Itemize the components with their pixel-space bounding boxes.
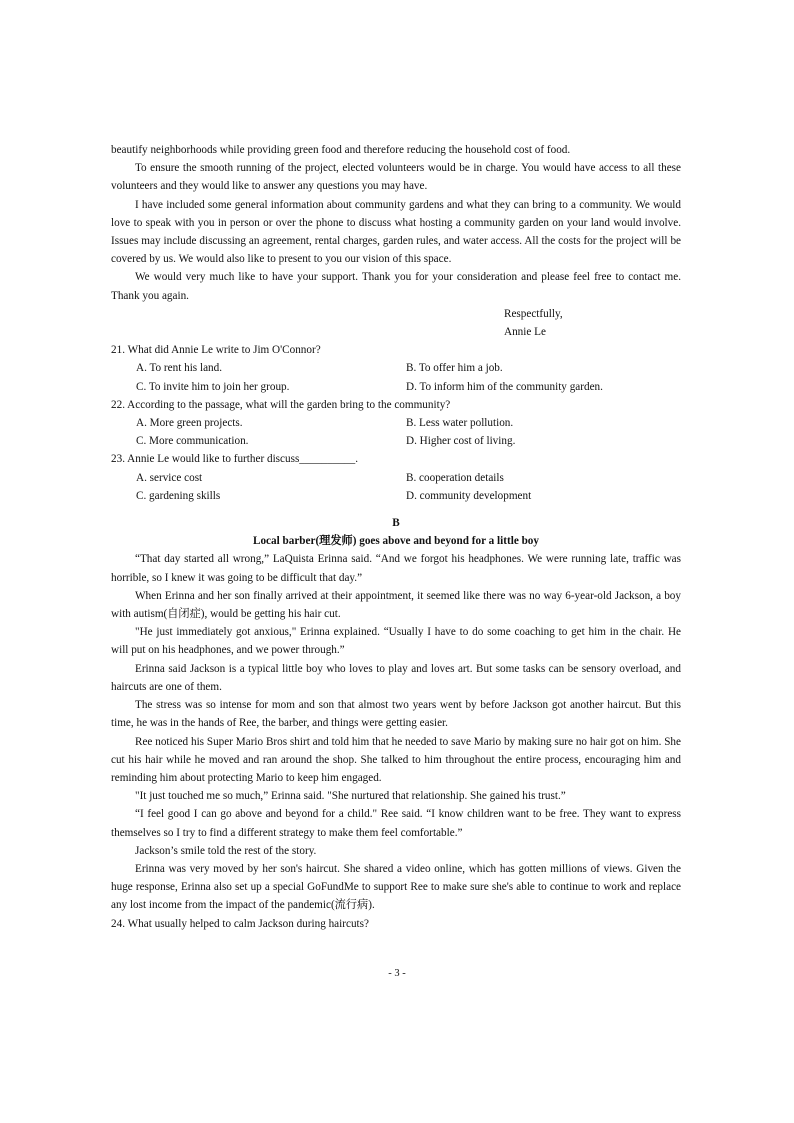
letter-signature: Annie Le	[504, 326, 546, 339]
paragraph: Erinna was very moved by her son's haircut. She shared a video online, which has gotten millions of views. Given the huge response, Erinna also set up a special GoFundMe to support Ree to make sure she's able to continue to work and replace any lost income from the impact of the pandemic(流行病).	[111, 862, 681, 912]
paragraph: beautify neighborhoods while providing green food and therefore reducing the household cost of food.	[111, 144, 571, 156]
option: D. Higher cost of living.	[406, 435, 516, 448]
option: D. To inform him of the community garden.	[406, 380, 603, 393]
question-21	[111, 341, 681, 396]
question-24-stem: 24. What usually helped to calm Jackson during haircuts?	[111, 917, 369, 930]
section-label: B	[392, 517, 400, 530]
paragraph: When Erinna and her son finally arrived at their appointment, it seemed like there was no way 6-year-old Jackson, a boy with autism(自闭症), would be getting his hair cut.	[111, 589, 681, 621]
option: A. service cost	[136, 471, 203, 484]
paragraph: Ree noticed his Super Mario Bros shirt and told him that he needed to save Mario by making sure no hair got on him. She cut his hair while he moved and ran around the shop. She talked to him throughout the entire process, encouraging him and reminding him about protecting Mario to keep him engaged.	[111, 735, 681, 784]
option: B. cooperation details	[406, 471, 504, 484]
question-stem: 23. Annie Le would like to further discuss__________.	[111, 453, 359, 466]
question-23	[111, 450, 681, 505]
question-options	[111, 469, 681, 505]
option: A. More green projects.	[136, 417, 243, 430]
paragraph: To ensure the smooth running of the project, elected volunteers would be in charge. You would have access to all these volunteers and they would like to answer any questions you may have.	[111, 162, 681, 193]
paragraph: The stress was so intense for mom and son that almost two years went by before Jackson got another haircut. But this time, he was in the hands of Ree, the barber, and things were getting easier.	[111, 699, 681, 730]
option: C. More communication.	[136, 435, 249, 448]
option: C. gardening skills	[136, 489, 221, 502]
paragraph: Erinna said Jackson is a typical little boy who loves to play and loves art. But some tasks can be sensory overload, and haircuts are one of them.	[111, 662, 681, 693]
question-stem: 21. What did Annie Le write to Jim O'Connor?	[111, 344, 321, 357]
option: B. Less water pollution.	[406, 417, 514, 430]
paragraph: "It just touched me so much,” Erinna said. "She nurtured that relationship. She gained his trust.”	[135, 790, 566, 803]
paragraph: Jackson’s smile told the rest of the story.	[135, 844, 317, 857]
question-options	[111, 359, 681, 395]
paragraph: We would very much like to have your support. Thank you for your consideration and please feel free to contact me. Thank you again.	[111, 271, 681, 302]
question-options	[111, 414, 681, 450]
paragraph: I have included some general information about community gardens and what they can bring to a community. We would love to speak with you in person or over the phone to discuss what hosting a community garden on your land would involve. Issues may include discussing an agreement, rental charges, garden rules, and water access. All the costs for the project will be covered by us. We would also like to present to you our vision of this space.	[111, 198, 681, 266]
option: B. To offer him a job.	[406, 362, 503, 375]
question-22	[111, 396, 681, 451]
question-stem: 22. According to the passage, what will the garden bring to the community?	[111, 398, 451, 411]
option: C. To invite him to join her group.	[136, 380, 290, 393]
document-page	[111, 141, 681, 933]
paragraph: “That day started all wrong,” LaQuista Erinna said. “And we forgot his headphones. We were running late, traffic was horrible, so I knew it was going to be difficult that day.”	[111, 553, 681, 584]
paragraph: "He just immediately got anxious," Erinna explained. “Usually I have to do some coaching to get him in the chair. He will put on his headphones, and we power through.”	[111, 626, 681, 657]
paragraph: “I feel good I can go above and beyond for a child." Ree said. “I know children want to be free. They want to express themselves so I try to find a different strategy to make them feel comfortable.”	[111, 808, 681, 839]
page-number: - 3 -	[388, 968, 406, 979]
letter-closing: Respectfully,	[504, 307, 563, 320]
passage-title: Local barber(理发师) goes above and beyond for a little boy	[252, 535, 539, 548]
option: A. To rent his land.	[136, 362, 223, 375]
option: D. community development	[406, 489, 532, 502]
